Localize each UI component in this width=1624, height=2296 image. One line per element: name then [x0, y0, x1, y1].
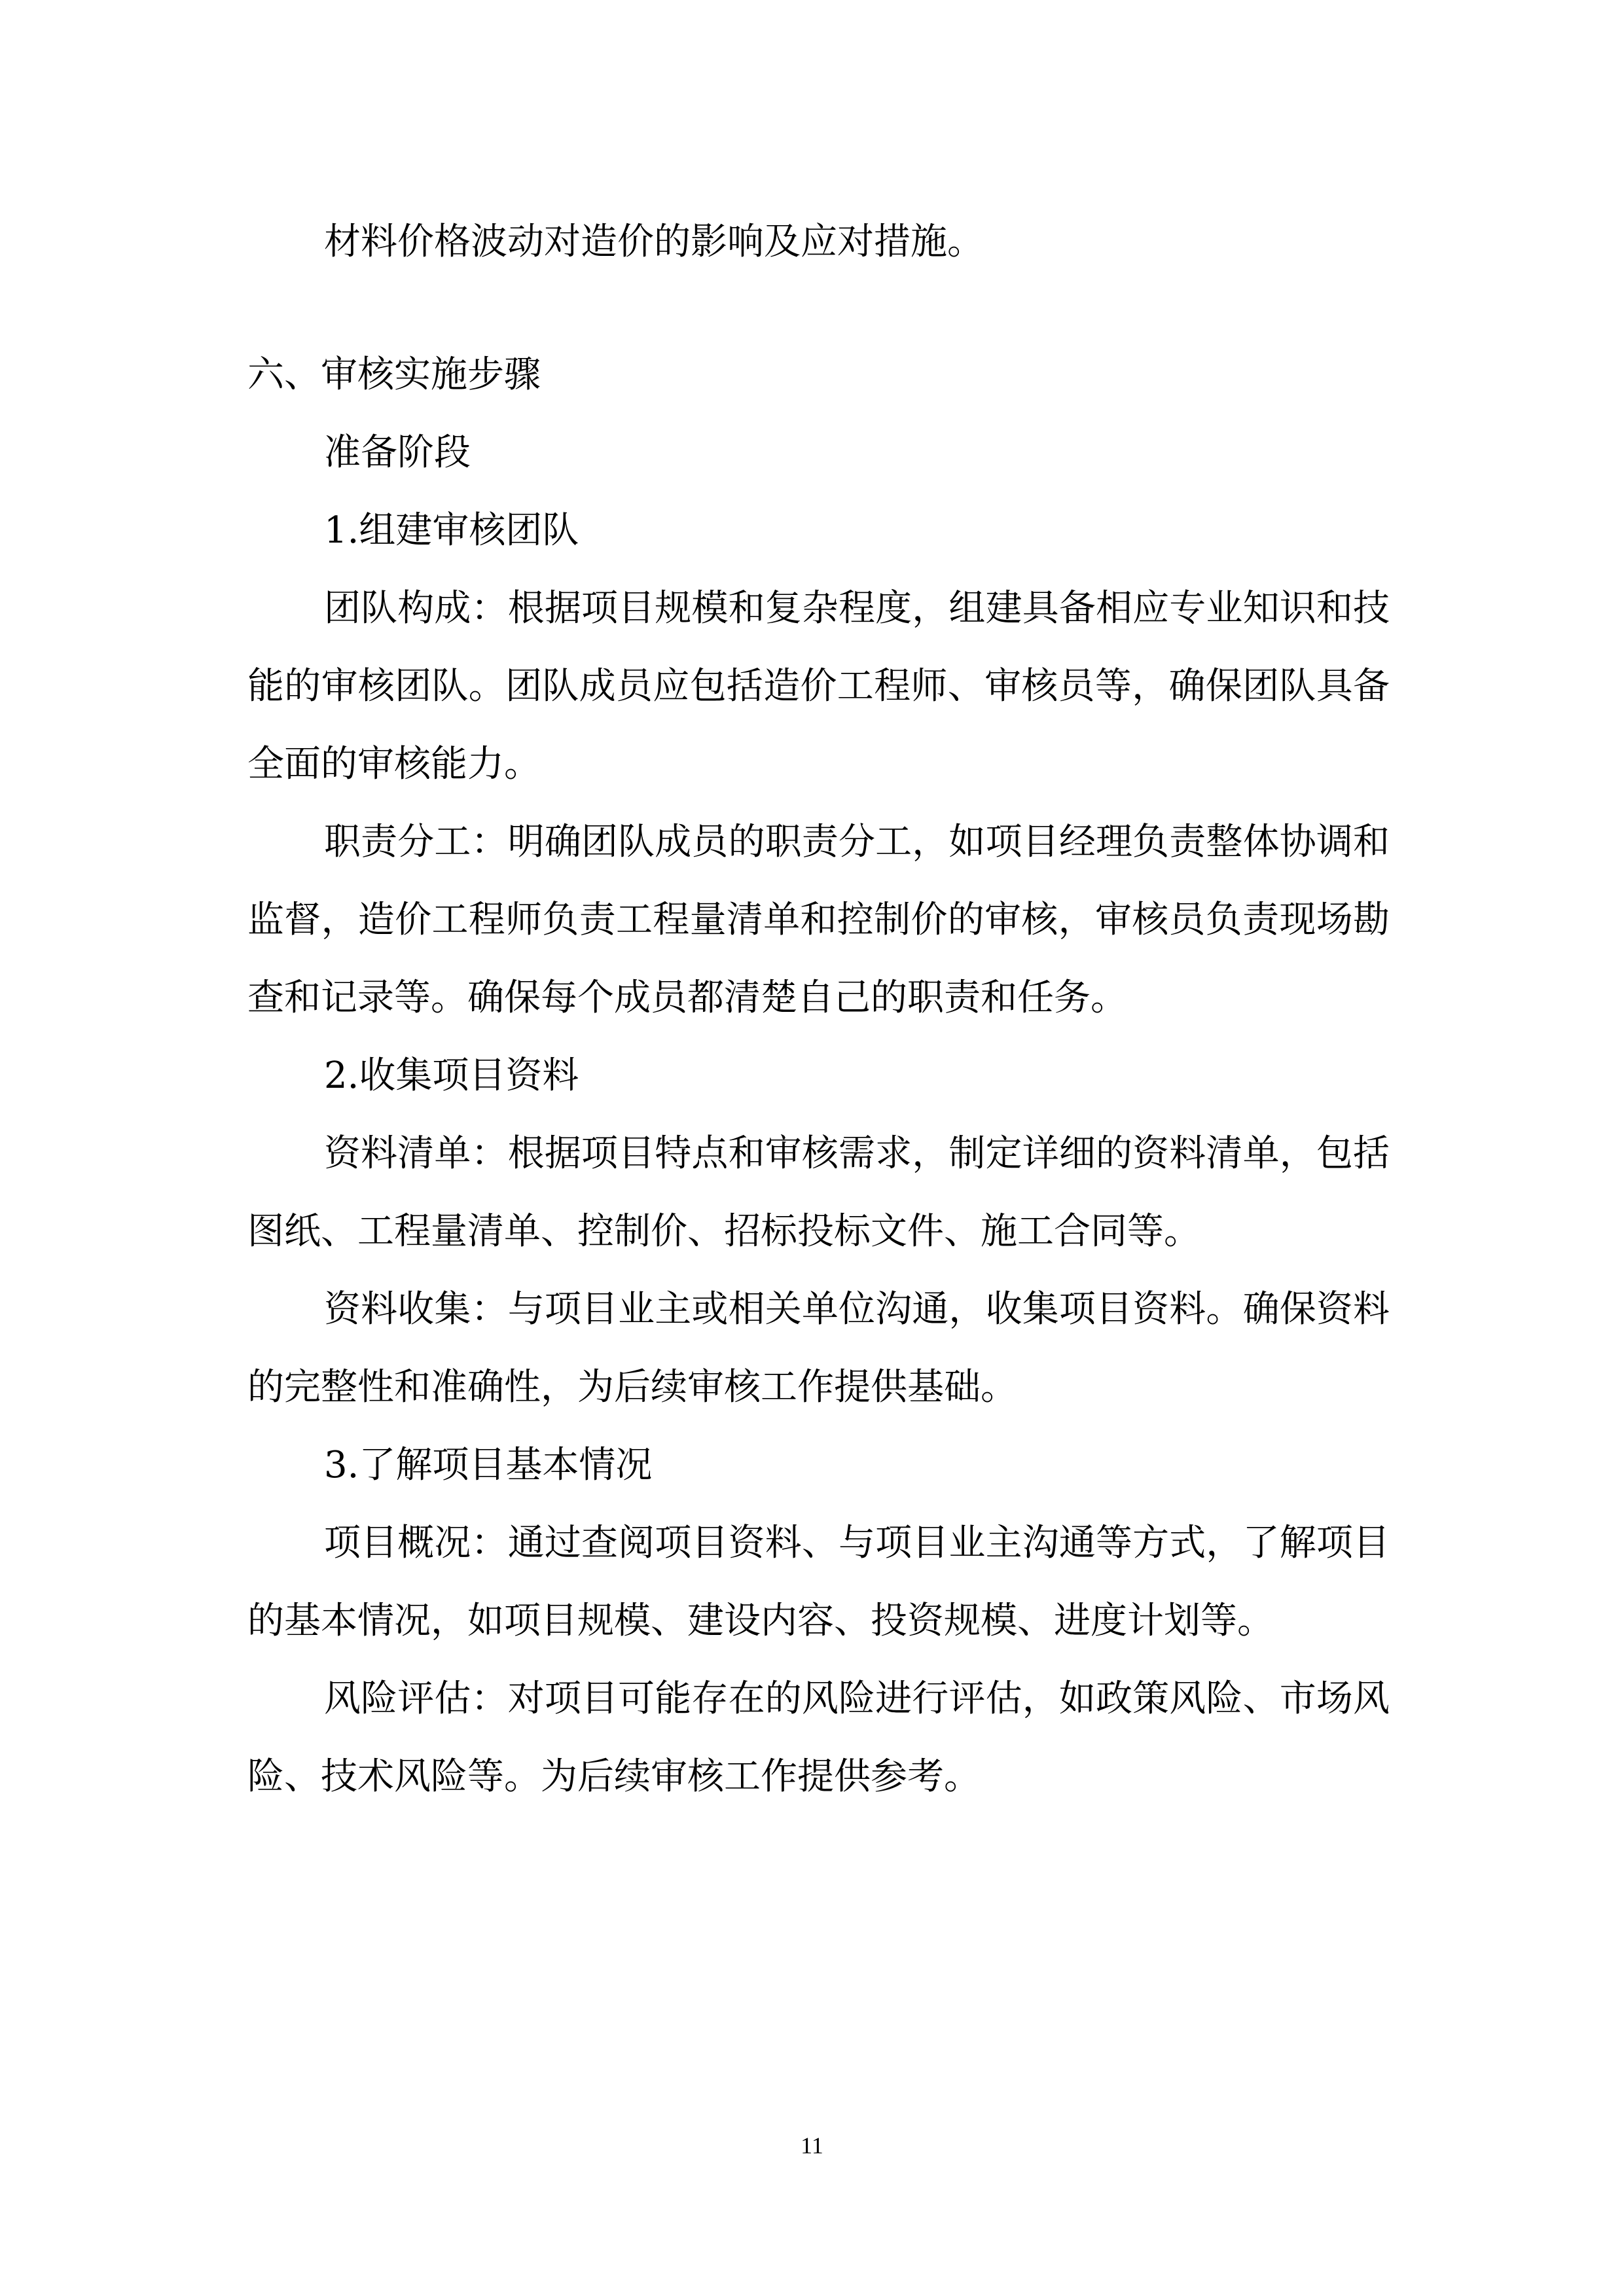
document-body: [247, 203, 1390, 1816]
section-heading: 六、审核实施步骤: [247, 353, 541, 396]
paragraph-material-price: 材料价格波动对造价的影响及应对措施。: [324, 221, 984, 263]
step-heading-project-overview: 3.了解项目基本情况: [324, 1444, 653, 1486]
paragraph-material-collection: 资料收集：与项目业主或相关单位沟通，收集项目资料。确保资料的完整性和准确性，为后续审核工作提供基础。: [247, 1288, 1390, 1408]
step-heading-build-team: 1.组建审核团队: [324, 509, 579, 552]
paragraph-risk-assessment: 风险评估：对项目可能存在的风险进行评估，如政策风险、市场风险、技术风险等。为后续审核工作提供参考。: [247, 1677, 1390, 1798]
paragraph-responsibilities: 职责分工：明确团队成员的职责分工，如项目经理负责整体协调和监督，造价工程师负责工程量清单和控制价的审核，审核员负责现场勘查和记录等。确保每个成员都清楚自己的职责和任务。: [247, 821, 1390, 1019]
paragraph-project-overview: 项目概况：通过查阅项目资料、与项目业主沟通等方式，了解项目的基本情况，如项目规模、建设内容、投资规模、进度计划等。: [247, 1522, 1390, 1642]
subsection-heading-preparation: 准备阶段: [324, 431, 471, 474]
section-gap: [247, 281, 1390, 336]
paragraph-material-list: 资料清单：根据项目特点和审核需求，制定详细的资料清单，包括图纸、工程量清单、控制价、招标投标文件、施工合同等。: [247, 1132, 1390, 1253]
paragraph-team-composition: 团队构成：根据项目规模和复杂程度，组建具备相应专业知识和技能的审核团队。团队成员应包括造价工程师、审核员等，确保团队具备全面的审核能力。: [247, 587, 1390, 785]
step-heading-collect-materials: 2.收集项目资料: [324, 1054, 579, 1097]
page-number: 11: [801, 2132, 823, 2159]
